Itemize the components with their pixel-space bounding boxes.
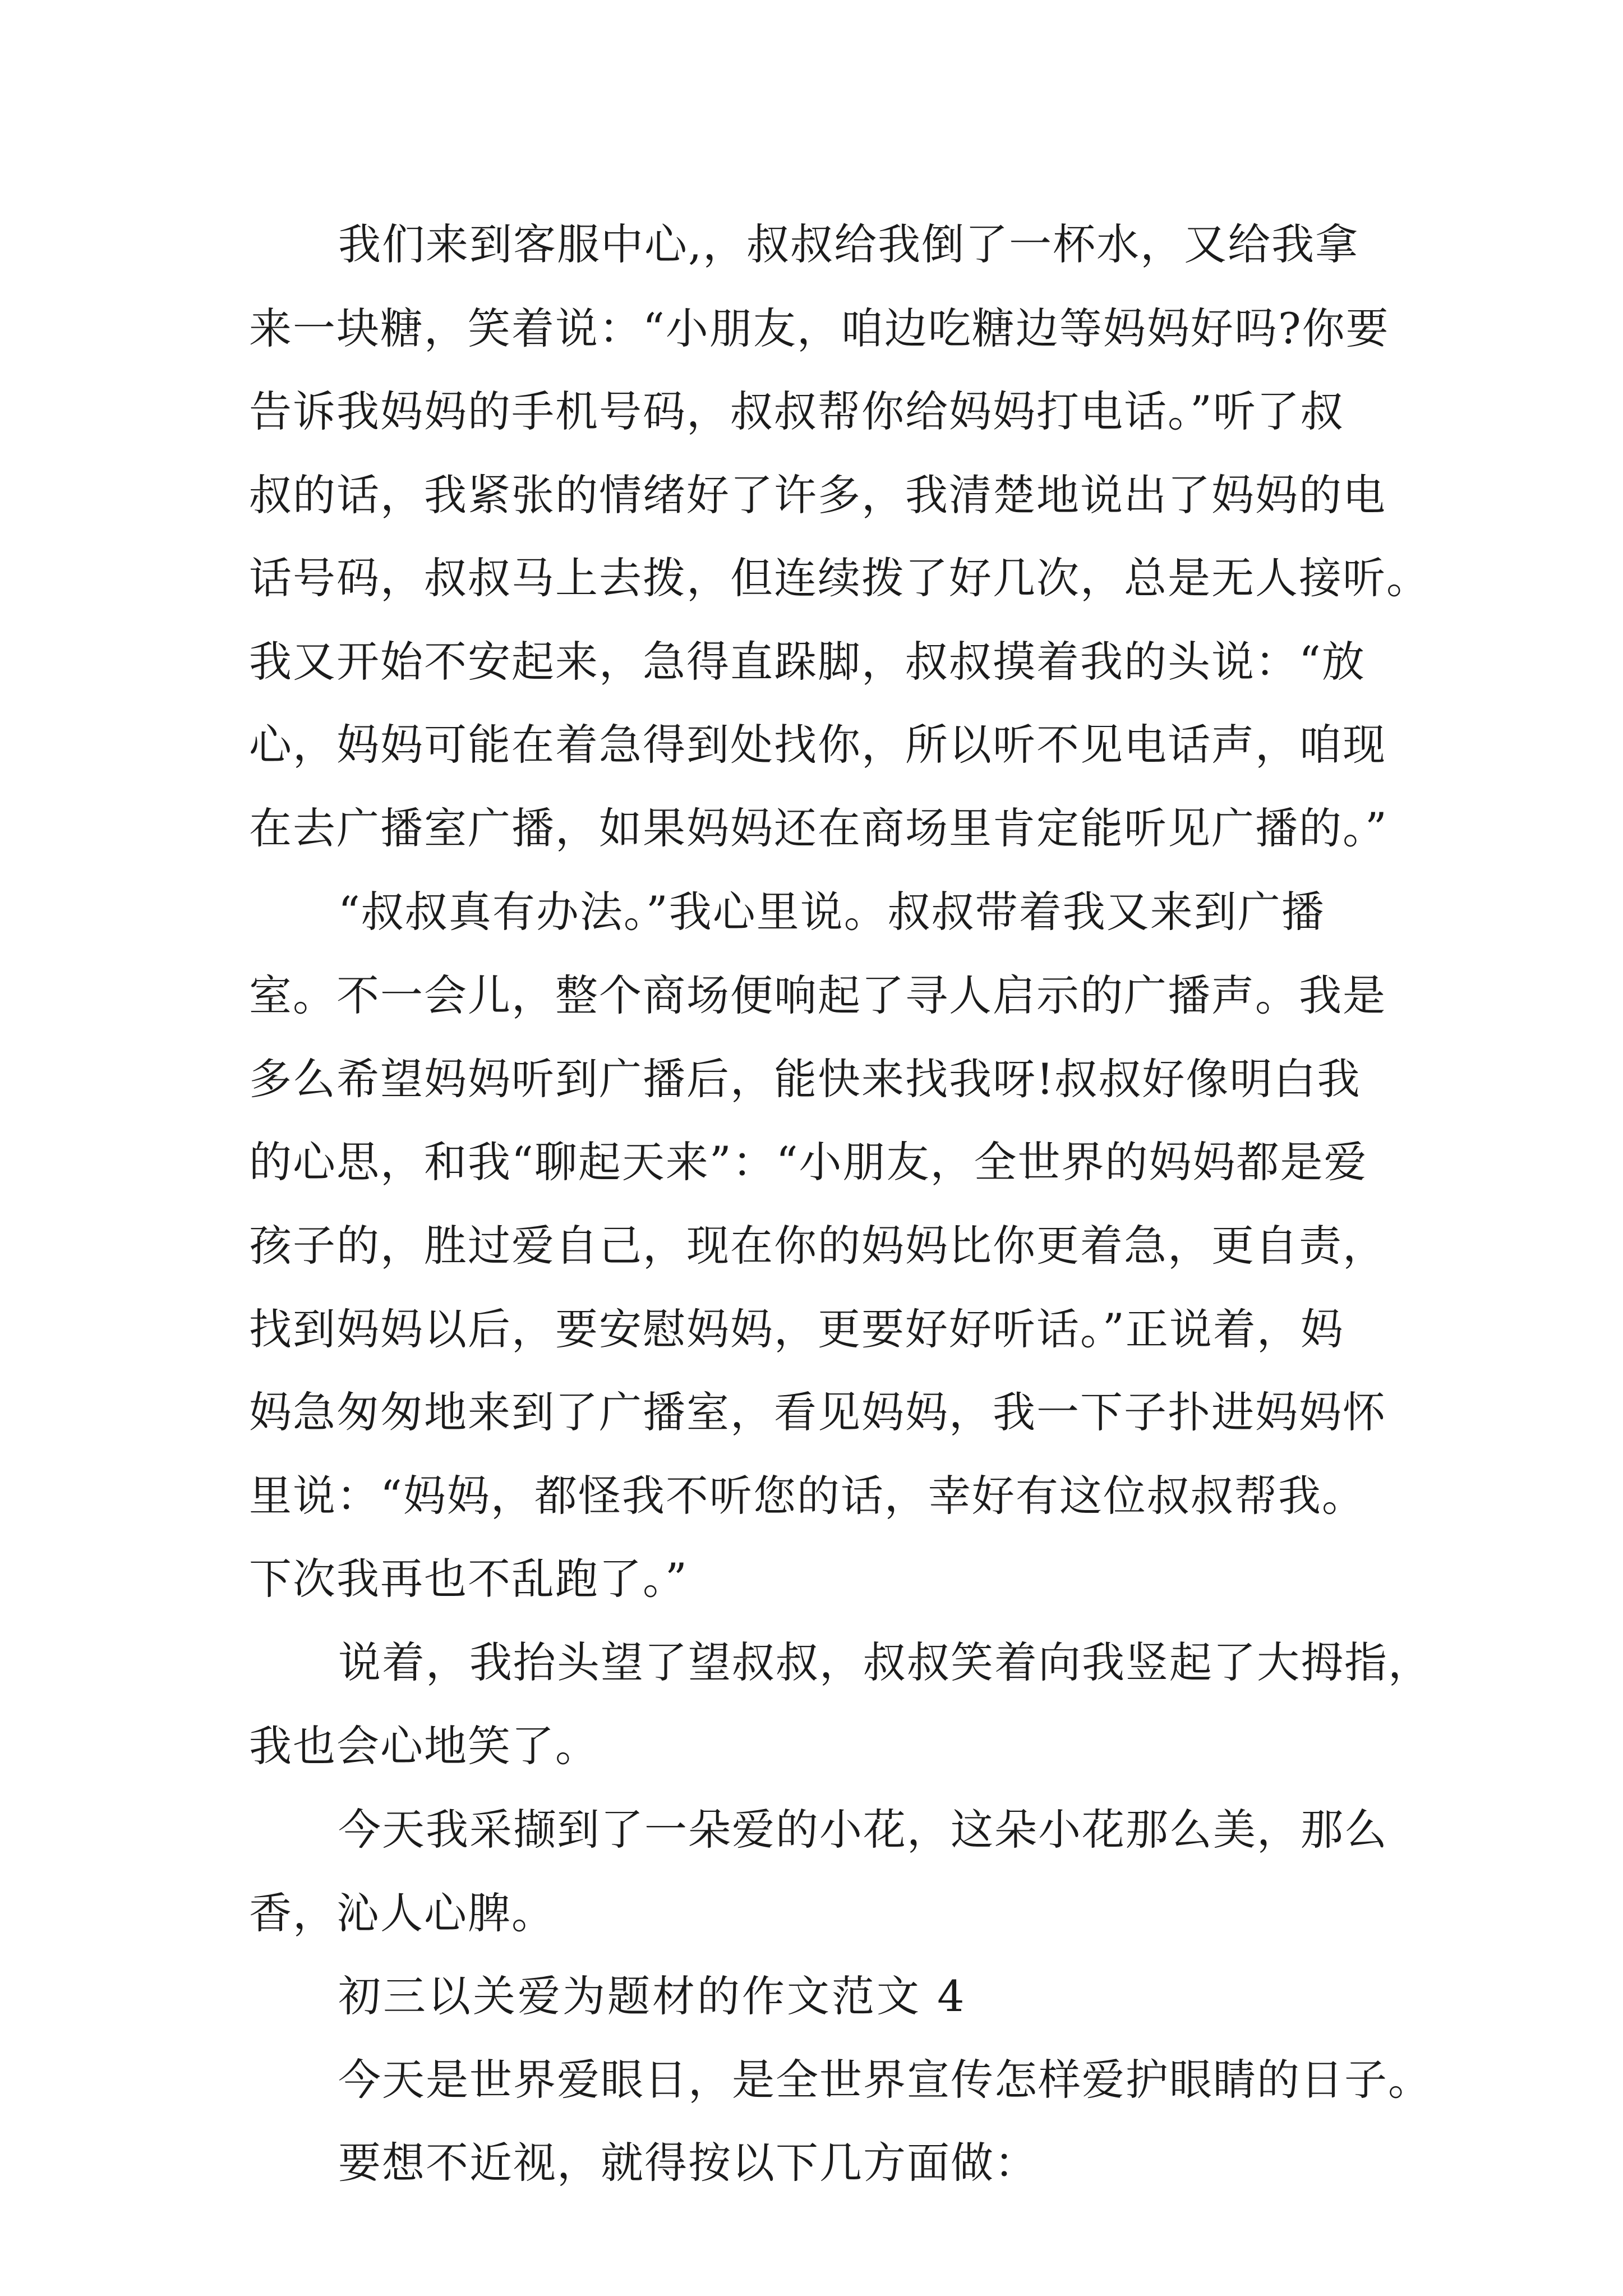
- paragraph-2-line-4: 的心思，和我“聊起天来”：“小朋友，全世界的妈妈都是爱: [249, 1137, 1368, 1187]
- paragraph-2-line-5: 孩子的，胜过爱自己，现在你的妈妈比你更着急，更自责，: [249, 1221, 1386, 1271]
- paragraph-1-line-4: 叔的话，我紧张的情绪好了许多，我清楚地说出了妈妈的电: [249, 470, 1386, 520]
- paragraph-1-line-7: 心，妈妈可能在着急得到处找你，所以听不见电话声，咱现: [249, 720, 1386, 770]
- paragraph-1-line-5: 话号码，叔叔马上去拨，但连续拨了好几次，总是无人接听。: [249, 553, 1430, 603]
- paragraph-3-line-2: 我也会心地笑了。: [249, 1721, 599, 1771]
- paragraph-2-line-1: “叔叔真有办法。”我心里说。叔叔带着我又来到广播: [338, 887, 1325, 937]
- paragraph-2-line-2: 室。不一会儿，整个商场便响起了寻人启示的广播声。我是: [249, 970, 1386, 1020]
- paragraph-1-line-6: 我又开始不安起来，急得直跺脚，叔叔摸着我的头说：“放: [249, 637, 1366, 687]
- paragraph-2-line-3: 多么希望妈妈听到广播后，能快来找我呀!叔叔好像明白我: [249, 1054, 1361, 1104]
- paragraph-4-line-2: 香，沁人心脾。: [249, 1888, 555, 1938]
- paragraph-1-line-1: 我们来到客服中心,，叔叔给我倒了一杯水，又给我拿: [338, 219, 1359, 269]
- paragraph-5-line-1: 今天是世界爱眼日，是全世界宣传怎样爱护眼睛的日子。: [338, 2055, 1432, 2105]
- paragraph-1-line-3: 告诉我妈妈的手机号码，叔叔帮你给妈妈打电话。”听了叔: [249, 386, 1344, 436]
- paragraph-1-line-2: 来一块糖，笑着说：“小朋友，咱边吃糖边等妈妈好吗?你要: [249, 303, 1390, 353]
- paragraph-2-line-7: 妈急匆匆地来到了广播室，看见妈妈，我一下子扑进妈妈怀: [249, 1387, 1386, 1437]
- paragraph-2-line-8: 里说：“妈妈，都怪我不听您的话，幸好有这位叔叔帮我。: [249, 1471, 1366, 1521]
- section-heading: 初三以关爱为题材的作文范文 4: [338, 1971, 967, 2021]
- paragraph-2-line-9: 下次我再也不乱跑了。”: [249, 1554, 688, 1604]
- paragraph-4-line-1: 今天我采撷到了一朵爱的小花，这朵小花那么美，那么: [338, 1805, 1388, 1855]
- paragraph-1-line-8: 在去广播室广播，如果妈妈还在商场里肯定能听见广播的。”: [249, 803, 1388, 853]
- paragraph-3-line-1: 说着，我抬头望了望叔叔，叔叔笑着向我竖起了大拇指，: [338, 1637, 1432, 1687]
- paragraph-2-line-6: 找到妈妈以后，要安慰妈妈，更要好好听话。”正说着，妈: [249, 1304, 1344, 1354]
- paragraph-6-line-1: 要想不近视，就得按以下几方面做：: [338, 2138, 1038, 2188]
